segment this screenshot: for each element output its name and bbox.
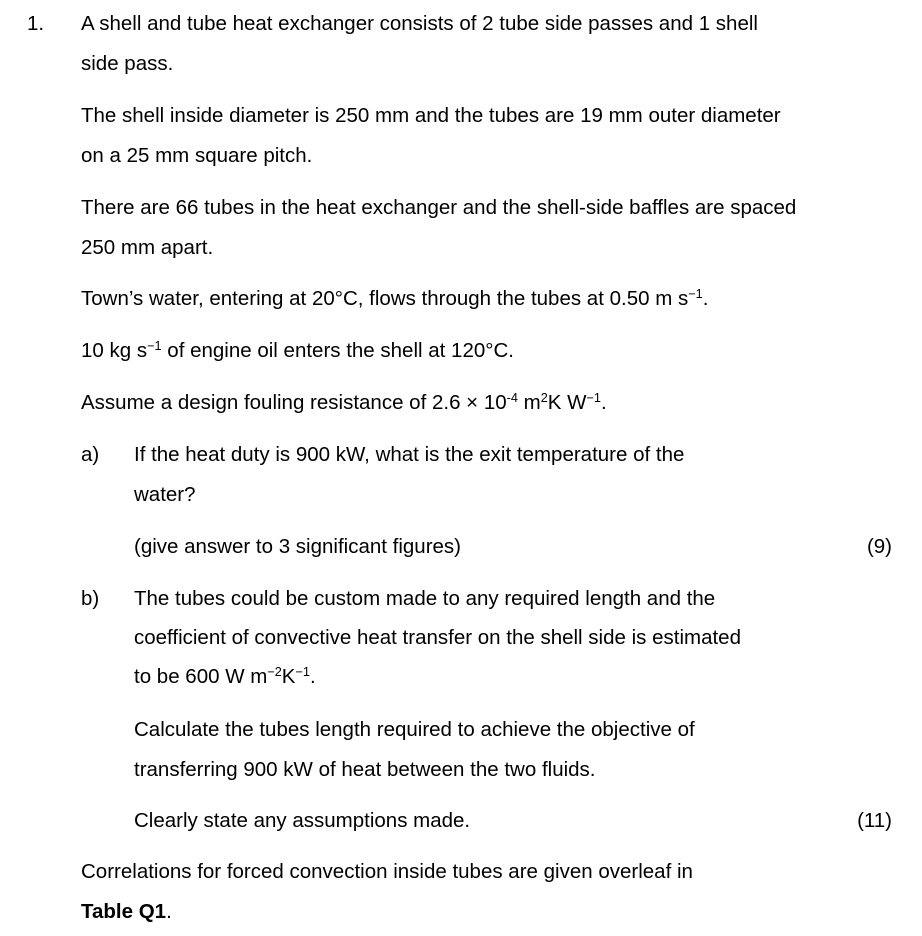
part-b-line-1: The tubes could be custom made to any required length and the [134, 587, 716, 610]
footer-line-1: Correlations for forced convection inside tubes are given overleaf in [81, 860, 693, 883]
part-a-label: a) [81, 443, 100, 466]
footer-line-2: Table Q1. [81, 900, 172, 923]
part-a-line-1: If the heat duty is 900 kW, what is the exit temperature of the [134, 443, 685, 466]
part-b-calc-line-2: transferring 900 kW of heat between the two fluids. [134, 758, 596, 781]
intro-line-1: A shell and tube heat exchanger consists of 2 tube side passes and 1 shell [81, 12, 758, 35]
part-b-label: b) [81, 587, 100, 610]
table-reference: Table Q1 [81, 900, 167, 923]
part-b-marks: (11) [857, 809, 892, 832]
intro-line-3: The shell inside diameter is 250 mm and the tubes are 19 mm outer diameter [81, 104, 781, 127]
part-b-calc-line-1: Calculate the tubes length required to achieve the objective of [134, 718, 695, 741]
intro-line-4: on a 25 mm square pitch. [81, 144, 313, 167]
oil-statement: 10 kg $s^{-1}$ of engine oil enters the shell at 120°C. [81, 338, 514, 362]
fouling-statement: Assume a design fouling resistance of $2.6 \times 10^{-4}$ $m^2K$ $W^{-1}$. [81, 390, 607, 414]
part-b-line-2: coefficient of convective heat transfer on the shell side is estimated [134, 626, 741, 649]
intro-line-2: side pass. [81, 52, 174, 75]
part-a-marks: (9) [866, 535, 892, 558]
part-a-line-2: water? [134, 483, 196, 506]
part-a-note: (give answer to 3 significant figures) [134, 535, 462, 558]
intro-line-5: There are 66 tubes in the heat exchanger and the shell-side baffles are spaced [81, 196, 797, 219]
part-b-line-3: to be 600 W $m^{-2}K^{-1}$. [134, 664, 316, 688]
question-number: 1. [27, 12, 45, 35]
water-statement: Town’s water, entering at 20°C, flows through the tubes at 0.50 m $s^{-1}$. [81, 286, 709, 310]
part-b-assumptions: Clearly state any assumptions made. [134, 809, 471, 832]
intro-line-6: 250 mm apart. [81, 236, 214, 259]
